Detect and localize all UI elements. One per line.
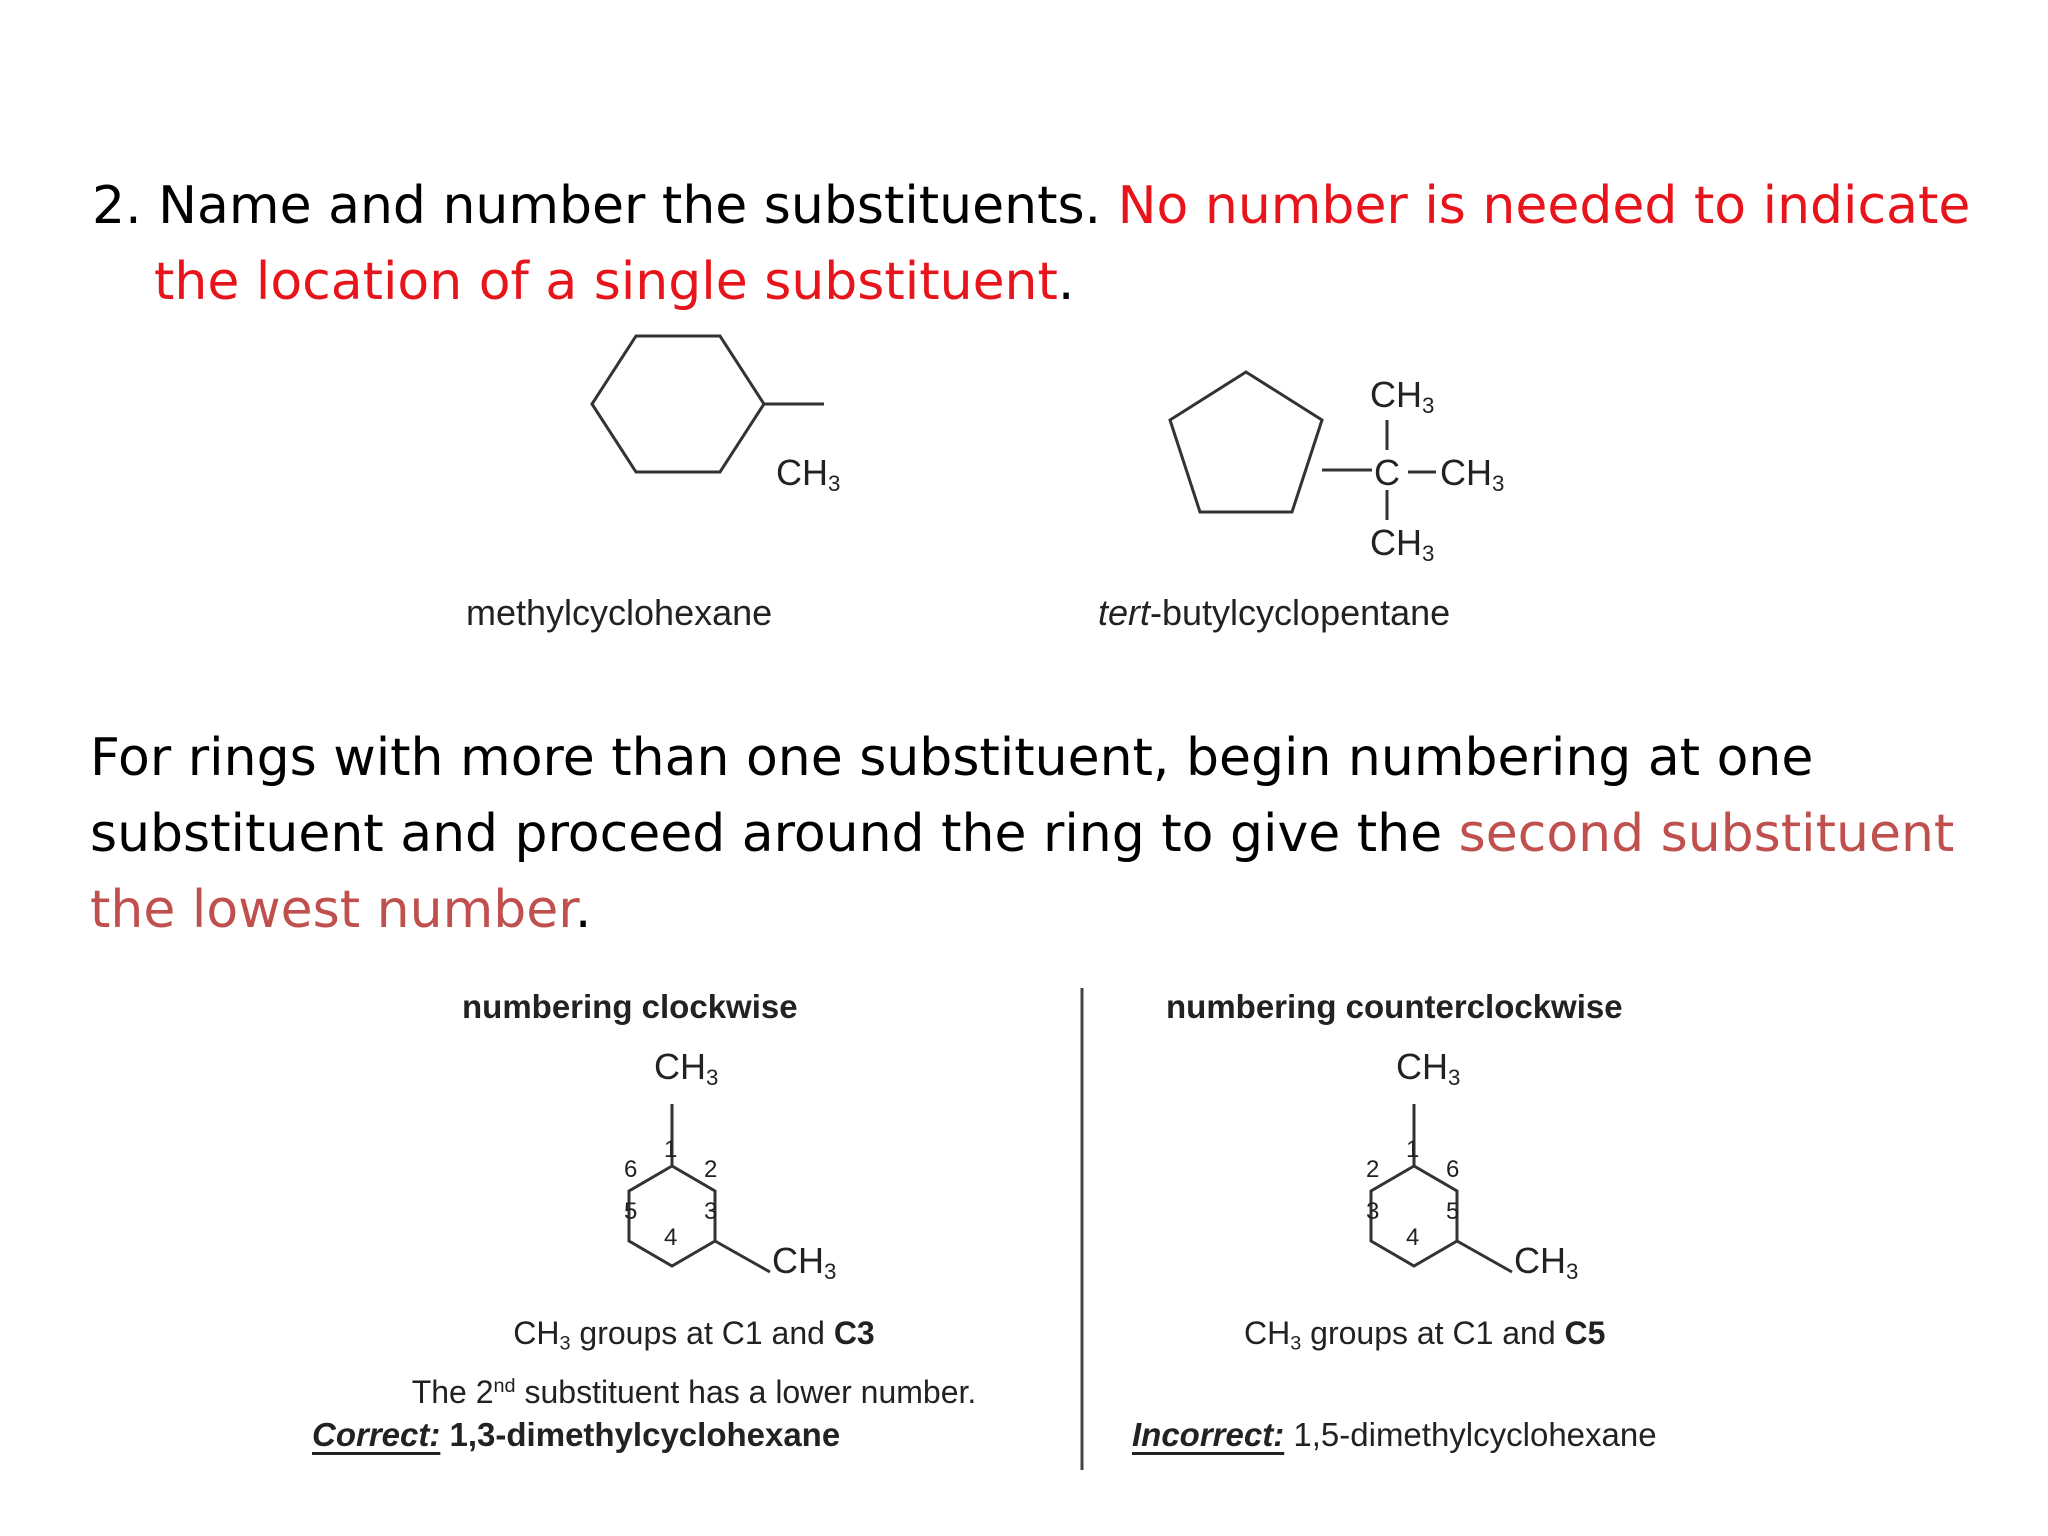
clockwise-top-methyl [654,1046,718,1091]
ring-rule-line-2-black: substituent and proceed around the ring to give the [90,804,1443,864]
rule-2-number: 2. [92,176,142,236]
lower-methyl-subscript: 3 [1422,541,1435,567]
counterclockwise-note [1244,1312,1605,1365]
counterclockwise-side-methyl-text: CH [1514,1240,1566,1281]
clockwise-note-line-2 [0,1365,1388,1413]
side-methyl-label [1440,452,1504,497]
clockwise-verdict [312,1416,840,1454]
counterclockwise-num-5: 5 [1446,1198,1460,1225]
correct-label: Correct: [312,1416,441,1453]
clockwise-num-4: 4 [664,1224,678,1251]
clockwise-note-line-2-post: substituent has a lower number. [524,1373,977,1410]
counterclockwise-top-methyl [1396,1046,1460,1091]
clockwise-note-line-2-pre: The 2 [411,1373,494,1410]
ring-rule-line-2 [90,796,2010,872]
clockwise-note-line-1 [0,1312,1388,1365]
clockwise-top-methyl-subscript: 3 [706,1065,719,1091]
clockwise-num-5: 5 [624,1198,638,1225]
side-methyl-text: CH [1440,452,1492,493]
counterclockwise-num-1: 1 [1406,1136,1420,1163]
clockwise-note [0,1312,1388,1412]
counterclockwise-num-4: 4 [1406,1224,1420,1251]
counterclockwise-num-6: 6 [1446,1156,1460,1183]
clockwise-side-methyl-text: CH [772,1240,824,1281]
incorrect-name: 1,5-dimethylcyclohexane [1293,1416,1657,1453]
counterclockwise-side-methyl-subscript: 3 [1566,1259,1579,1285]
rule-2-red-line-1: No number is needed to indicate [1117,176,1971,236]
side-methyl-subscript: 3 [1492,471,1505,497]
clockwise-note-line-1-bold: C3 [833,1315,875,1351]
clockwise-note-group-subscript: 3 [559,1332,571,1355]
ring-rule-line-3 [90,872,2010,948]
clockwise-num-3: 3 [704,1198,718,1225]
methyl-group-label [776,452,840,497]
clockwise-num-2: 2 [704,1156,718,1183]
clockwise-note-line-2-sup: nd [493,1374,516,1397]
counterclockwise-num-3: 3 [1366,1198,1380,1225]
ring-rule-line-1: For rings with more than one substituent, begin numbering at one [90,728,1814,788]
cyclohexane-ring [592,336,764,472]
counterclockwise-note-group: CH [1244,1315,1291,1351]
clockwise-note-line-1-text: groups at C1 and [579,1315,825,1351]
clockwise-heading: numbering clockwise [462,988,798,1025]
lower-methyl-label [1370,522,1434,567]
clockwise-num-6: 6 [624,1156,638,1183]
clockwise-side-methyl [772,1240,836,1285]
example-2-name-italic: tert [1098,592,1151,633]
ring-rule-line-2-rose: second substituent [1458,804,1955,864]
clockwise-c3-bond [715,1241,770,1272]
example-2-name-rest: -butylcyclopentane [1150,592,1451,633]
ring-rule-line-3-rose: the lowest number [90,880,575,940]
clockwise-note-group: CH [513,1315,560,1351]
correct-name: 1,3-dimethylcyclohexane [449,1416,841,1453]
ring-numbering-rule [90,720,2010,948]
upper-methyl-subscript: 3 [1422,393,1435,419]
methyl-group-subscript: 3 [828,471,841,497]
counterclockwise-side-methyl [1514,1240,1578,1285]
quaternary-carbon-label: C [1374,452,1400,493]
counterclockwise-c5-bond [1457,1241,1512,1272]
clockwise-side-methyl-subscript: 3 [824,1259,837,1285]
ring-rule-period: . [574,880,592,940]
incorrect-label: Incorrect: [1132,1416,1285,1453]
lower-methyl-text: CH [1370,522,1422,563]
example-2-name [1098,592,1450,634]
counterclockwise-num-2: 2 [1366,1156,1380,1183]
counterclockwise-note-group-subscript: 3 [1290,1332,1302,1355]
clockwise-num-1: 1 [664,1136,678,1163]
counterclockwise-note-bold: C5 [1564,1315,1606,1351]
counterclockwise-verdict [1132,1416,1657,1454]
counterclockwise-heading: numbering counterclockwise [1166,988,1623,1025]
rule-2-red-line-2: the location of a single substituent [154,252,1058,312]
cyclopentane-ring [1170,372,1322,512]
upper-methyl-text: CH [1370,374,1422,415]
upper-methyl-label [1370,374,1434,419]
counterclockwise-note-text: groups at C1 and [1310,1315,1556,1351]
counterclockwise-top-methyl-subscript: 3 [1448,1065,1461,1091]
methyl-group-text: CH [776,452,828,493]
example-1-name: methylcyclohexane [466,592,773,633]
counterclockwise-top-methyl-text: CH [1396,1046,1448,1087]
rule-2-period: . [1057,252,1075,312]
clockwise-top-methyl-text: CH [654,1046,706,1087]
rule-2-black-text: Name and number the substituents. [158,176,1102,236]
